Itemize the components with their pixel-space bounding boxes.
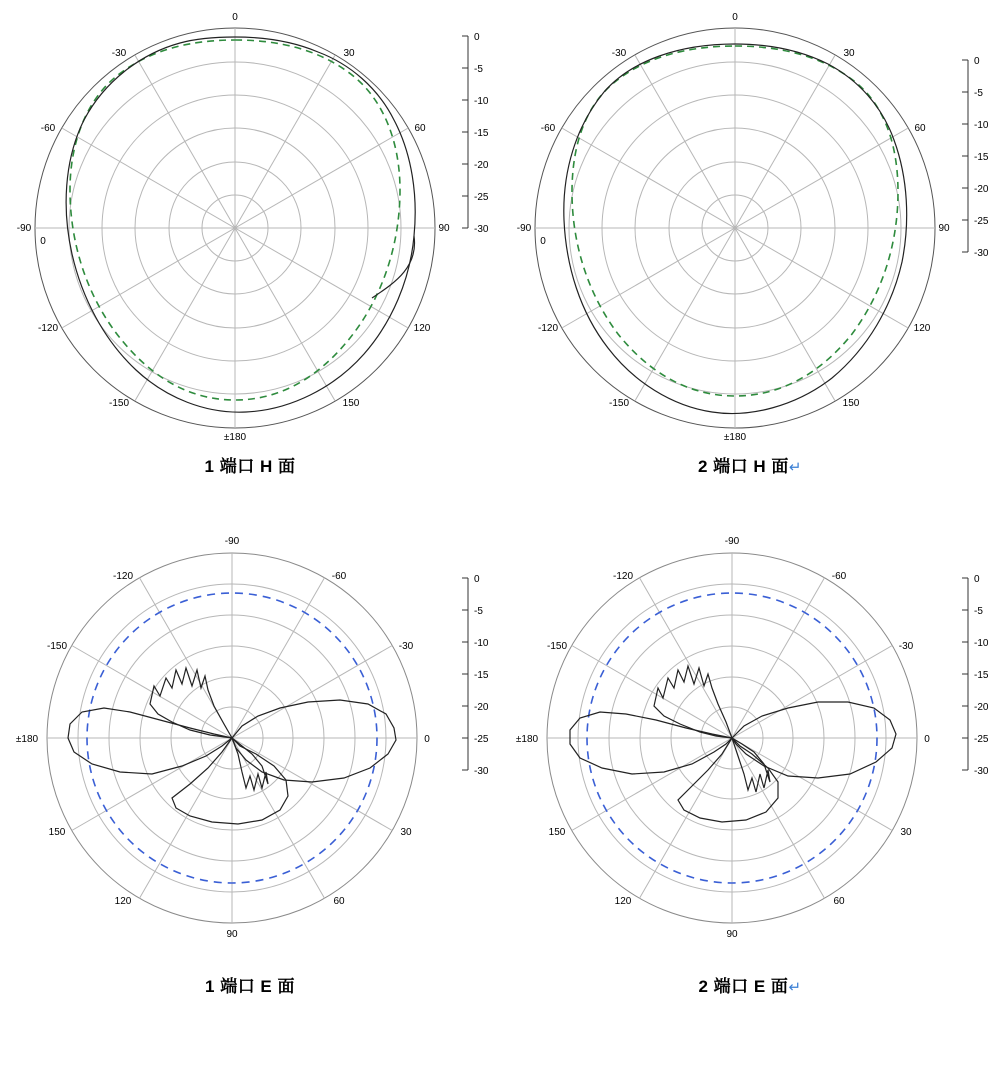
- panel-port1-h: [0, 0, 500, 520]
- angle-label-neg120: -120: [37, 323, 59, 334]
- angle-label-150: 150: [342, 398, 360, 409]
- angle-label-150: 150: [48, 827, 66, 838]
- panel-caption-port1-e: [0, 972, 500, 997]
- angle-label-90: 90: [226, 929, 238, 940]
- angle-label-neg30: -30: [398, 641, 414, 652]
- colorbar-tick-2: -10: [474, 638, 489, 649]
- colorbar-tick-2: -10: [474, 96, 489, 107]
- colorbar-port1-e: [462, 574, 489, 777]
- angle-label-60: 60: [333, 896, 345, 907]
- panel-port2-e: [500, 520, 1000, 1040]
- angle-label-neg90: -90: [516, 223, 532, 234]
- angle-label-neg150: -150: [108, 398, 130, 409]
- panel-port2-h: [500, 0, 1000, 520]
- polar-plot-port1-e: [0, 520, 500, 975]
- angle-label-30: 30: [343, 48, 355, 59]
- angle-label-60: 60: [414, 123, 426, 134]
- colorbar-tick-0: 0: [474, 32, 480, 43]
- colorbar-tick-1: -5: [974, 606, 983, 617]
- caption-cr-mark: ↵: [788, 979, 802, 996]
- angle-label-neg120: -120: [112, 571, 134, 582]
- colorbar-tick-5: -25: [474, 734, 489, 745]
- angle-label-neg120: -120: [537, 323, 559, 334]
- polar-svg-port1-h: [0, 0, 500, 455]
- angle-label-180: ±180: [15, 734, 39, 745]
- angle-label-neg60: -60: [331, 571, 347, 582]
- angle-label-150: 150: [548, 827, 566, 838]
- panel-port1-e: [0, 520, 500, 1040]
- colorbar-tick-3: -15: [474, 670, 489, 681]
- polar-grid: [535, 28, 935, 428]
- panel-caption-port1-h: [0, 452, 500, 477]
- colorbar-tick-4: -20: [474, 702, 489, 713]
- angle-label-120: 120: [614, 896, 632, 907]
- colorbar-port2-e: [962, 574, 989, 777]
- colorbar-tick-1: -5: [974, 88, 983, 99]
- caption-cr-mark: ↵: [788, 459, 802, 476]
- angle-label-neg30: -30: [611, 48, 627, 59]
- angle-label-neg150: -150: [46, 641, 68, 652]
- angle-label-180: ±180: [223, 432, 247, 443]
- angle-label-neg120: -120: [612, 571, 634, 582]
- angle-label-30: 30: [900, 827, 912, 838]
- radial-zero-label: 0: [540, 236, 546, 247]
- polar-plot-port2-h: [500, 0, 1000, 455]
- angle-label-180: ±180: [723, 432, 747, 443]
- angle-label-0: 0: [424, 734, 430, 745]
- colorbar-tick-5: -25: [974, 216, 989, 227]
- colorbar-tick-3: -15: [474, 128, 489, 139]
- colorbar-tick-6: -30: [974, 766, 989, 777]
- angle-label-neg30: -30: [111, 48, 127, 59]
- angle-label-60: 60: [833, 896, 845, 907]
- colorbar-tick-5: -25: [974, 734, 989, 745]
- angle-label-90: 90: [938, 223, 950, 234]
- colorbar-tick-6: -30: [974, 248, 989, 259]
- angle-label-0: 0: [732, 12, 738, 23]
- polar-plot-port1-h: [0, 0, 500, 455]
- angle-label-0: 0: [924, 734, 930, 745]
- polar-svg-port2-e: [500, 520, 1000, 975]
- colorbar-port1-h: [462, 32, 489, 235]
- colorbar-tick-4: -20: [474, 160, 489, 171]
- colorbar-port2-h: [962, 56, 989, 259]
- angle-label-neg150: -150: [608, 398, 630, 409]
- colorbar-tick-0: 0: [974, 56, 980, 67]
- angle-label-150: 150: [842, 398, 860, 409]
- colorbar-tick-2: -10: [974, 638, 989, 649]
- angle-label-60: 60: [914, 123, 926, 134]
- colorbar-tick-1: -5: [474, 64, 483, 75]
- angle-label-0: 0: [232, 12, 238, 23]
- polar-grid: [35, 28, 435, 428]
- angle-label-120: 120: [413, 323, 431, 334]
- colorbar-tick-0: 0: [974, 574, 980, 585]
- angle-label-neg150: -150: [546, 641, 568, 652]
- angle-label-30: 30: [400, 827, 412, 838]
- angle-label-neg90: -90: [16, 223, 32, 234]
- colorbar-tick-4: -20: [974, 184, 989, 195]
- colorbar-tick-6: -30: [474, 766, 489, 777]
- caption-text: 1 端口 H 面: [204, 457, 296, 476]
- angle-label-180: ±180: [515, 734, 539, 745]
- colorbar-tick-0: 0: [474, 574, 480, 585]
- caption-text: 1 端口 E 面: [205, 977, 295, 996]
- colorbar-tick-3: -15: [974, 152, 989, 163]
- colorbar-tick-2: -10: [974, 120, 989, 131]
- caption-text: 2 端口 E 面: [698, 977, 789, 996]
- angle-label-neg60: -60: [831, 571, 847, 582]
- polar-svg-port1-e: [0, 520, 500, 975]
- angle-label-neg60: -60: [540, 123, 556, 134]
- polar-svg-port2-h: [500, 0, 1000, 455]
- angle-label-90: 90: [438, 223, 450, 234]
- angle-label-90: 90: [726, 929, 738, 940]
- colorbar-tick-5: -25: [474, 192, 489, 203]
- colorbar-tick-3: -15: [974, 670, 989, 681]
- angle-label-neg90: -90: [724, 536, 740, 547]
- colorbar-tick-4: -20: [974, 702, 989, 713]
- angle-label-30: 30: [843, 48, 855, 59]
- angle-label-neg90: -90: [224, 536, 240, 547]
- angle-label-neg30: -30: [898, 641, 914, 652]
- panel-caption-port2-e: [500, 972, 1000, 997]
- panel-caption-port2-h: [500, 452, 1000, 477]
- polar-plot-port2-e: [500, 520, 1000, 975]
- angle-label-120: 120: [913, 323, 931, 334]
- caption-text: 2 端口 H 面: [698, 457, 789, 476]
- angle-label-neg60: -60: [40, 123, 56, 134]
- radial-zero-label: 0: [40, 236, 46, 247]
- angle-label-120: 120: [114, 896, 132, 907]
- colorbar-tick-6: -30: [474, 224, 489, 235]
- colorbar-tick-1: -5: [474, 606, 483, 617]
